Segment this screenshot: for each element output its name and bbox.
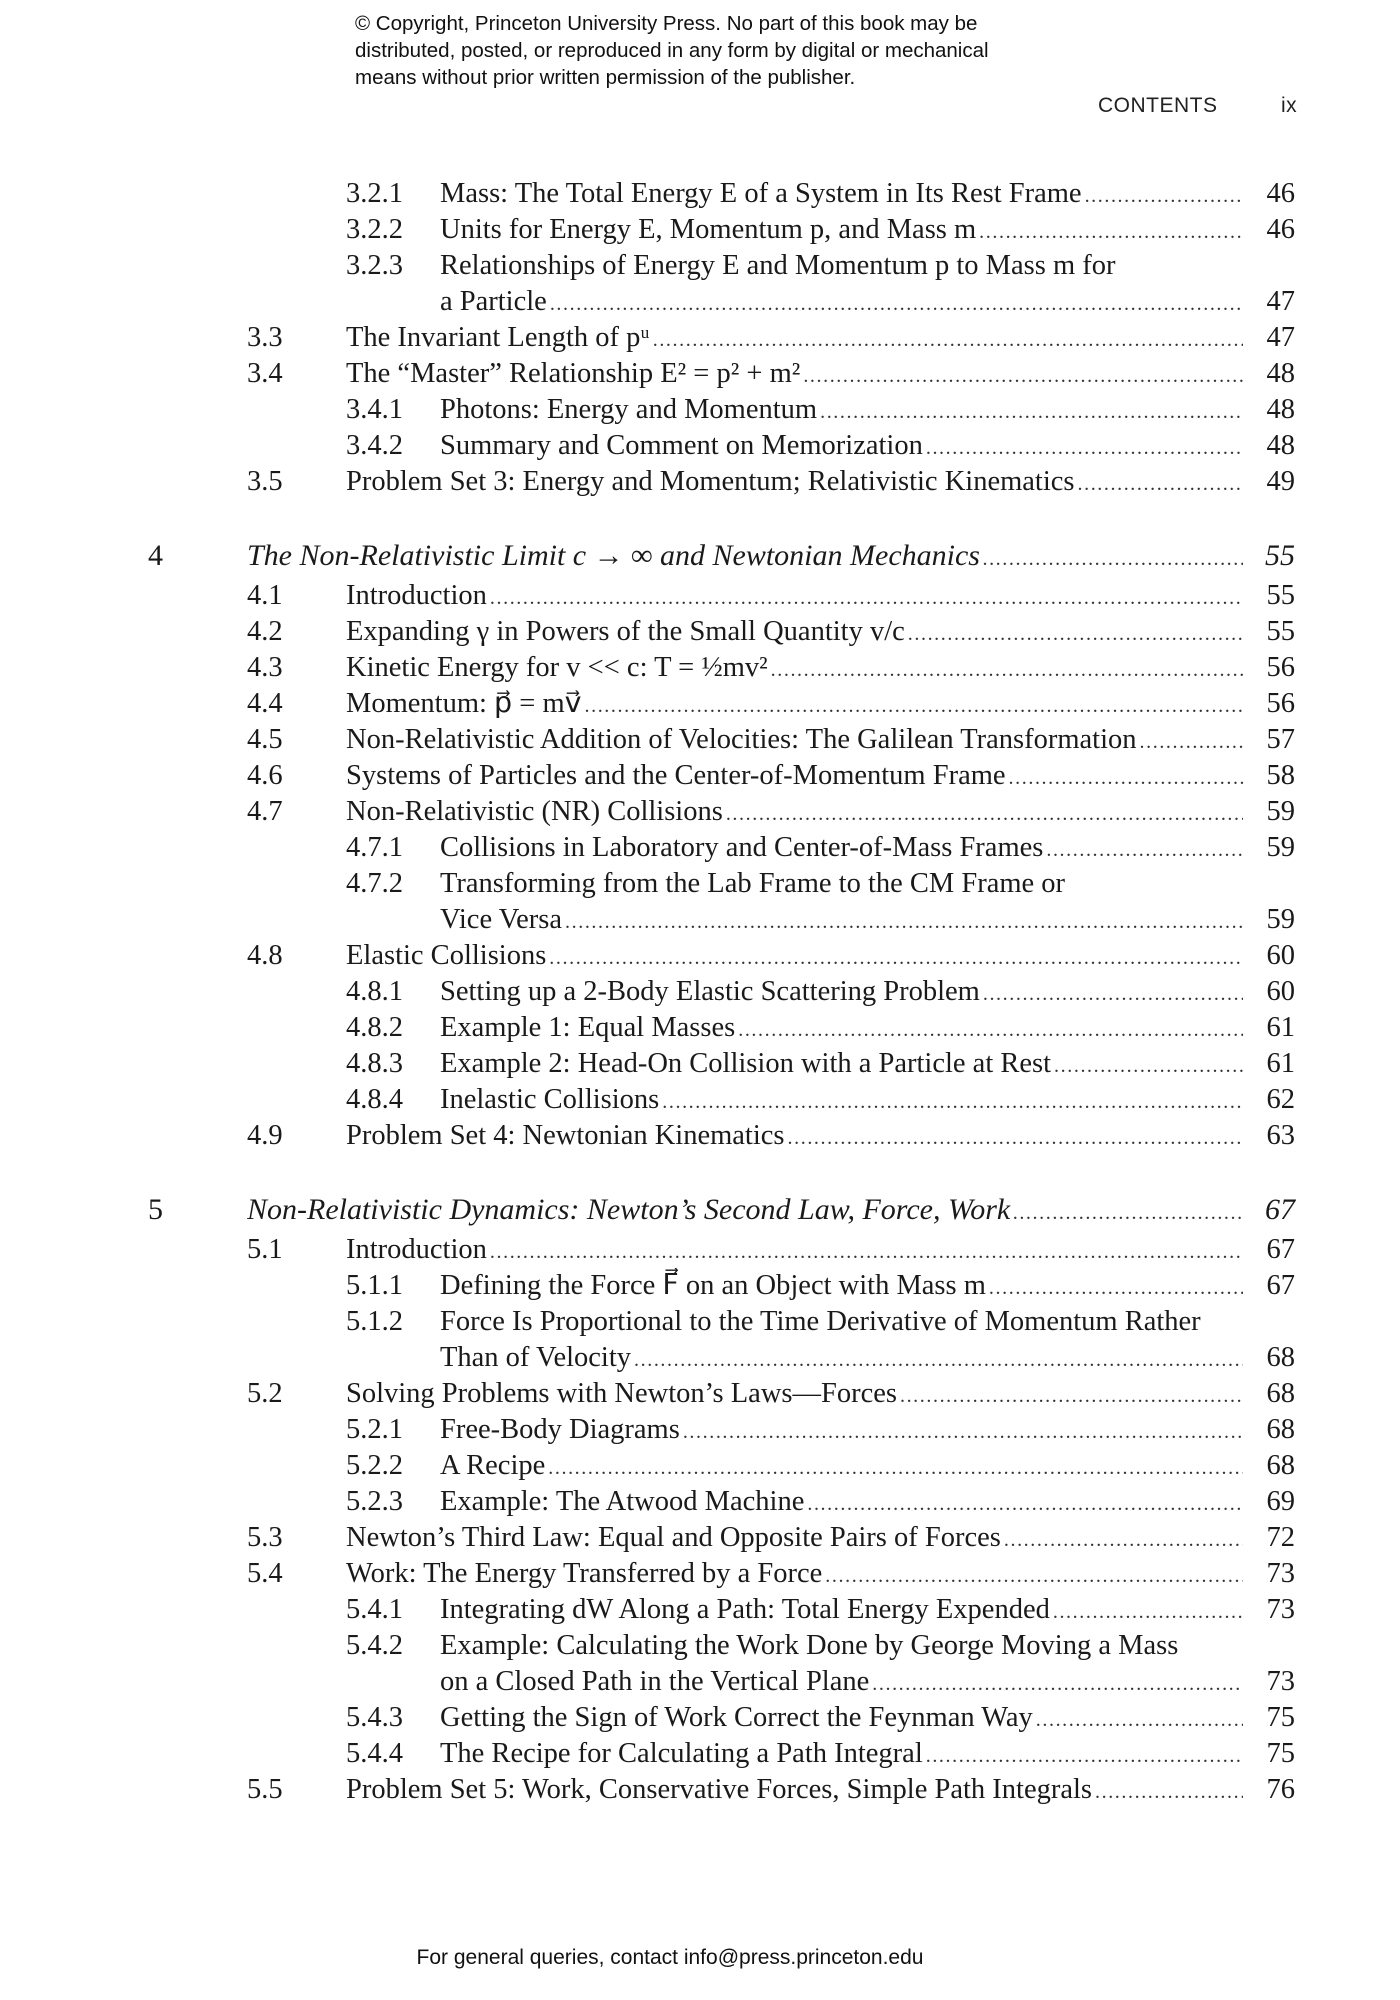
dot-leader bbox=[1013, 1191, 1243, 1235]
toc-page-number: 68 bbox=[1266, 1450, 1295, 1481]
toc-page-number: 63 bbox=[1266, 1120, 1295, 1151]
toc-title: Example: Calculating the Work Done by George Moving a Mass bbox=[440, 1630, 1179, 1661]
toc-number: 4.7.2 bbox=[346, 868, 403, 899]
toc-entry-row[interactable] bbox=[0, 176, 1400, 212]
toc-page-number: 67 bbox=[1266, 1234, 1295, 1265]
toc-entry bbox=[440, 1592, 1243, 1630]
copyright-line: distributed, posted, or reproduced in any form by digital or mechanical bbox=[355, 39, 989, 62]
toc-page-number: 48 bbox=[1266, 394, 1295, 425]
toc-title: Problem Set 5: Work, Conservative Forces, Simple Path Integrals bbox=[346, 1774, 1092, 1805]
toc-number: 3.2.3 bbox=[346, 250, 403, 281]
toc-number: 5.5 bbox=[247, 1774, 283, 1805]
toc-entry bbox=[440, 392, 1243, 430]
running-title: CONTENTS bbox=[1098, 94, 1218, 117]
toc-entry-row[interactable] bbox=[0, 1046, 1400, 1082]
toc-title: Newton’s Third Law: Equal and Opposite Pairs of Forces bbox=[346, 1522, 1001, 1553]
toc-title: Summary and Comment on Memorization bbox=[440, 430, 923, 461]
toc-entry bbox=[346, 1118, 1243, 1156]
toc-entry bbox=[346, 578, 1243, 616]
toc-title: Vice Versa bbox=[440, 904, 563, 935]
toc-entry-row[interactable] bbox=[0, 212, 1400, 248]
dot-leader bbox=[490, 580, 1243, 616]
toc-entry-row[interactable] bbox=[0, 1340, 1400, 1376]
toc-entry-row[interactable] bbox=[0, 794, 1400, 830]
toc-page-number: 76 bbox=[1266, 1774, 1295, 1805]
toc-title: Integrating dW Along a Path: Total Energy Expended bbox=[440, 1594, 1050, 1625]
toc-entry-row[interactable] bbox=[0, 1556, 1400, 1592]
dot-leader bbox=[1085, 178, 1243, 214]
toc-page-number: 48 bbox=[1266, 430, 1295, 461]
toc-page-number: 56 bbox=[1266, 652, 1295, 683]
toc-entry-row[interactable] bbox=[0, 1412, 1400, 1448]
toc-number: 4.8.2 bbox=[346, 1012, 403, 1043]
toc-number: 4.8 bbox=[247, 940, 283, 971]
toc-title: The “Master” Relationship E² = p² + m² bbox=[346, 358, 801, 389]
toc-title: The Recipe for Calculating a Path Integral bbox=[440, 1738, 923, 1769]
dot-leader bbox=[1004, 1522, 1243, 1558]
toc-title: A Recipe bbox=[440, 1450, 546, 1481]
toc-entry bbox=[440, 284, 1243, 322]
dot-leader bbox=[803, 358, 1243, 394]
toc-title: Relationships of Energy E and Momentum p to Mass m for bbox=[440, 250, 1116, 281]
toc-number: 4.6 bbox=[247, 760, 283, 791]
dot-leader bbox=[565, 904, 1243, 940]
footer-contact: For general queries, contact info@press.princeton.edu bbox=[416, 1946, 924, 1969]
toc-page-number: 49 bbox=[1266, 466, 1295, 497]
toc-entry bbox=[440, 1412, 1243, 1450]
toc-entry bbox=[346, 1232, 1243, 1270]
toc-entry-row[interactable] bbox=[0, 938, 1400, 974]
toc-title: Momentum: p⃗ = mv⃗ bbox=[346, 688, 582, 719]
dot-leader bbox=[585, 688, 1244, 724]
toc-title: Solving Problems with Newton’s Laws—Forces bbox=[346, 1378, 897, 1409]
toc-title: Than of Velocity bbox=[440, 1342, 632, 1373]
toc-entry bbox=[440, 1046, 1243, 1084]
toc-number: 5.1.1 bbox=[346, 1270, 403, 1301]
table-of-contents bbox=[0, 176, 1400, 1808]
toc-entry-row[interactable] bbox=[0, 974, 1400, 1010]
toc-title: The Non-Relativistic Limit c → ∞ and Newtonian Mechanics bbox=[247, 539, 980, 572]
toc-title: Collisions in Laboratory and Center-of-Mass Frames bbox=[440, 832, 1044, 863]
toc-title: Work: The Energy Transferred by a Force bbox=[346, 1558, 823, 1589]
toc-title: on a Closed Path in the Vertical Plane bbox=[440, 1666, 870, 1697]
toc-entry-row[interactable] bbox=[0, 578, 1400, 614]
dot-leader bbox=[1095, 1774, 1243, 1810]
dot-leader bbox=[683, 1414, 1243, 1450]
toc-page-number: 59 bbox=[1266, 904, 1295, 935]
toc-title: Kinetic Energy for v << c: T = ½mv² bbox=[346, 652, 768, 683]
toc-entry bbox=[346, 1772, 1243, 1810]
dot-leader bbox=[738, 1012, 1243, 1048]
toc-number: 5 bbox=[148, 1193, 163, 1226]
dot-leader bbox=[872, 1666, 1243, 1702]
toc-entry bbox=[440, 1484, 1243, 1522]
toc-page-number: 55 bbox=[1266, 616, 1295, 647]
toc-number: 5.1 bbox=[247, 1234, 283, 1265]
toc-number: 5.2.1 bbox=[346, 1414, 403, 1445]
toc-page-number: 73 bbox=[1266, 1594, 1295, 1625]
toc-page-number: 60 bbox=[1266, 976, 1295, 1007]
toc-page-number: 75 bbox=[1266, 1702, 1295, 1733]
dot-leader bbox=[1053, 1594, 1243, 1630]
toc-entry-row[interactable] bbox=[0, 686, 1400, 722]
toc-entry-row[interactable] bbox=[0, 1664, 1400, 1700]
toc-entry-row[interactable] bbox=[0, 650, 1400, 686]
dot-leader bbox=[900, 1378, 1243, 1414]
toc-entry-row[interactable] bbox=[0, 614, 1400, 650]
toc-title: Units for Energy E, Momentum p, and Mass m bbox=[440, 214, 977, 245]
toc-number: 4.5 bbox=[247, 724, 283, 755]
toc-entry bbox=[440, 1010, 1243, 1048]
toc-page-number: 61 bbox=[1266, 1048, 1295, 1079]
toc-number: 4.1 bbox=[247, 580, 283, 611]
toc-number: 4.7 bbox=[247, 796, 283, 827]
toc-number: 5.2.2 bbox=[346, 1450, 403, 1481]
toc-title: Force Is Proportional to the Time Derivative of Momentum Rather bbox=[440, 1306, 1201, 1337]
toc-title: Example 1: Equal Masses bbox=[440, 1012, 736, 1043]
toc-page-number: 46 bbox=[1266, 178, 1295, 209]
toc-number: 4.2 bbox=[247, 616, 283, 647]
toc-page-number: 47 bbox=[1266, 322, 1295, 353]
toc-page-number: 62 bbox=[1266, 1084, 1295, 1115]
toc-entry bbox=[440, 1082, 1243, 1120]
toc-number: 5.4.2 bbox=[346, 1630, 403, 1661]
toc-entry-row[interactable] bbox=[0, 356, 1400, 392]
dot-leader bbox=[1140, 724, 1243, 760]
dot-leader bbox=[634, 1342, 1243, 1378]
toc-entry-row[interactable] bbox=[0, 758, 1400, 794]
toc-entry bbox=[346, 356, 1243, 394]
toc-entry-row[interactable] bbox=[0, 1736, 1400, 1772]
dot-leader bbox=[550, 286, 1243, 322]
dot-leader bbox=[983, 537, 1243, 581]
toc-number: 4.9 bbox=[247, 1120, 283, 1151]
dot-leader bbox=[926, 1738, 1243, 1774]
toc-page-number: 58 bbox=[1266, 760, 1295, 791]
toc-entry-row[interactable] bbox=[0, 320, 1400, 356]
toc-page-number: 68 bbox=[1266, 1414, 1295, 1445]
toc-number: 4.4 bbox=[247, 688, 283, 719]
toc-entry-row[interactable] bbox=[0, 1592, 1400, 1628]
toc-entry-row[interactable] bbox=[0, 1520, 1400, 1556]
toc-entry-row[interactable] bbox=[0, 428, 1400, 464]
toc-entry-row[interactable] bbox=[0, 722, 1400, 758]
toc-entry bbox=[440, 1448, 1243, 1486]
toc-entry bbox=[346, 758, 1243, 796]
toc-entry bbox=[346, 614, 1243, 652]
toc-entry bbox=[440, 428, 1243, 466]
dot-leader bbox=[653, 322, 1243, 358]
toc-entry-row[interactable] bbox=[0, 902, 1400, 938]
dot-leader bbox=[908, 616, 1243, 652]
dot-leader bbox=[726, 796, 1243, 832]
toc-page-number: 69 bbox=[1266, 1486, 1295, 1517]
toc-number: 4.8.1 bbox=[346, 976, 403, 1007]
dot-leader bbox=[1009, 760, 1243, 796]
toc-number: 3.3 bbox=[247, 322, 283, 353]
toc-page-number: 72 bbox=[1266, 1522, 1295, 1553]
toc-number: 3.2.1 bbox=[346, 178, 403, 209]
toc-page-number: 57 bbox=[1266, 724, 1295, 755]
toc-page-number: 73 bbox=[1266, 1666, 1295, 1697]
toc-number: 3.4 bbox=[247, 358, 283, 389]
toc-entry bbox=[346, 938, 1243, 976]
toc-entry-row[interactable] bbox=[0, 464, 1400, 500]
toc-entry-row[interactable] bbox=[0, 1082, 1400, 1118]
toc-entry bbox=[440, 1736, 1243, 1774]
toc-entry-row[interactable] bbox=[0, 1010, 1400, 1046]
toc-title: Setting up a 2-Body Elastic Scattering Problem bbox=[440, 976, 980, 1007]
toc-title: Introduction bbox=[346, 1234, 487, 1265]
toc-entry bbox=[440, 1340, 1243, 1378]
dot-leader bbox=[771, 652, 1243, 688]
copyright-line: © Copyright, Princeton University Press. No part of this book may be bbox=[355, 12, 978, 35]
toc-entry bbox=[346, 650, 1243, 688]
dot-leader bbox=[548, 1450, 1243, 1486]
toc-entry-row[interactable] bbox=[0, 1268, 1400, 1304]
toc-entry bbox=[346, 1556, 1243, 1594]
toc-entry bbox=[440, 1268, 1243, 1306]
toc-number: 3.4.2 bbox=[346, 430, 403, 461]
toc-entry bbox=[346, 1520, 1243, 1558]
toc-entry bbox=[346, 464, 1243, 502]
toc-number: 5.2 bbox=[247, 1378, 283, 1409]
toc-page-number: 67 bbox=[1265, 1193, 1295, 1226]
toc-entry bbox=[440, 212, 1243, 250]
toc-entry bbox=[346, 320, 1243, 358]
toc-entry bbox=[247, 1188, 1243, 1235]
toc-number: 5.1.2 bbox=[346, 1306, 403, 1337]
toc-title: Expanding γ in Powers of the Small Quantity v/c bbox=[346, 616, 905, 647]
page-number: ix bbox=[1281, 94, 1298, 117]
toc-entry-row[interactable] bbox=[0, 1376, 1400, 1412]
toc-number: 5.4.1 bbox=[346, 1594, 403, 1625]
toc-page-number: 48 bbox=[1266, 358, 1295, 389]
toc-chapter-row[interactable] bbox=[0, 534, 1400, 578]
toc-entry-row[interactable] bbox=[0, 1118, 1400, 1154]
dot-leader bbox=[549, 940, 1243, 976]
toc-page-number: 60 bbox=[1266, 940, 1295, 971]
toc-title: Mass: The Total Energy E of a System in Its Rest Frame bbox=[440, 178, 1082, 209]
dot-leader bbox=[490, 1234, 1243, 1270]
toc-entry bbox=[440, 974, 1243, 1012]
toc-entry bbox=[440, 830, 1243, 868]
toc-page-number: 46 bbox=[1266, 214, 1295, 245]
toc-entry-row[interactable] bbox=[0, 248, 1400, 284]
toc-page-number: 61 bbox=[1266, 1012, 1295, 1043]
toc-entry-row[interactable] bbox=[0, 1448, 1400, 1484]
toc-page-number: 67 bbox=[1266, 1270, 1295, 1301]
toc-number: 5.4 bbox=[247, 1558, 283, 1589]
toc-entry-row[interactable] bbox=[0, 1304, 1400, 1340]
footer bbox=[0, 1946, 1400, 1970]
toc-page-number: 55 bbox=[1266, 580, 1295, 611]
toc-entry bbox=[440, 1700, 1243, 1738]
dot-leader bbox=[825, 1558, 1243, 1594]
toc-title: Photons: Energy and Momentum bbox=[440, 394, 818, 425]
toc-title: Problem Set 4: Newtonian Kinematics bbox=[346, 1120, 785, 1151]
dot-leader bbox=[788, 1120, 1243, 1156]
toc-entry bbox=[346, 1376, 1243, 1414]
toc-number: 4 bbox=[148, 539, 163, 572]
toc-page-number: 59 bbox=[1266, 796, 1295, 827]
dot-leader bbox=[983, 976, 1243, 1012]
toc-title: a Particle bbox=[440, 286, 547, 317]
toc-number: 4.8.3 bbox=[346, 1048, 403, 1079]
dot-leader bbox=[662, 1084, 1243, 1120]
dot-leader bbox=[820, 394, 1243, 430]
toc-entry bbox=[247, 534, 1243, 581]
toc-title: Elastic Collisions bbox=[346, 940, 547, 971]
toc-page-number: 59 bbox=[1266, 832, 1295, 863]
toc-entry-row[interactable] bbox=[0, 866, 1400, 902]
toc-title: Systems of Particles and the Center-of-Momentum Frame bbox=[346, 760, 1006, 791]
toc-title: Transforming from the Lab Frame to the CM Frame or bbox=[440, 868, 1066, 899]
toc-entry bbox=[440, 1664, 1243, 1702]
toc-page-number: 47 bbox=[1266, 286, 1295, 317]
copyright-line: means without prior written permission of the publisher. bbox=[355, 66, 856, 89]
copyright-notice bbox=[355, 10, 1115, 91]
toc-entry-row[interactable] bbox=[0, 1232, 1400, 1268]
toc-title: Inelastic Collisions bbox=[440, 1084, 660, 1115]
toc-number: 5.2.3 bbox=[346, 1486, 403, 1517]
dot-leader bbox=[989, 1270, 1243, 1306]
toc-entry bbox=[346, 794, 1243, 832]
dot-leader bbox=[1078, 466, 1244, 502]
toc-page-number: 68 bbox=[1266, 1342, 1295, 1373]
dot-leader bbox=[1046, 832, 1243, 868]
toc-title: Non-Relativistic (NR) Collisions bbox=[346, 796, 723, 827]
toc-entry-row[interactable] bbox=[0, 392, 1400, 428]
toc-chapter-row[interactable] bbox=[0, 1188, 1400, 1232]
toc-title: Example: The Atwood Machine bbox=[440, 1486, 805, 1517]
toc-number: 3.2.2 bbox=[346, 214, 403, 245]
dot-leader bbox=[1054, 1048, 1243, 1084]
toc-number: 3.4.1 bbox=[346, 394, 403, 425]
toc-title: Example 2: Head-On Collision with a Particle at Rest bbox=[440, 1048, 1052, 1079]
dot-leader bbox=[979, 214, 1243, 250]
toc-title: Free-Body Diagrams bbox=[440, 1414, 680, 1445]
dot-leader bbox=[926, 430, 1243, 466]
toc-entry bbox=[440, 176, 1243, 214]
toc-title: Defining the Force F⃗ on an Object with Mass m bbox=[440, 1270, 986, 1301]
toc-number: 4.7.1 bbox=[346, 832, 403, 863]
toc-entry bbox=[440, 902, 1243, 940]
toc-page-number: 68 bbox=[1266, 1378, 1295, 1409]
dot-leader bbox=[807, 1486, 1243, 1522]
toc-title: Non-Relativistic Dynamics: Newton’s Second Law, Force, Work bbox=[247, 1193, 1011, 1226]
toc-page-number: 55 bbox=[1265, 539, 1295, 572]
toc-entry-row[interactable] bbox=[0, 1628, 1400, 1664]
toc-title: The Invariant Length of pᵘ bbox=[346, 322, 650, 353]
toc-number: 5.4.3 bbox=[346, 1702, 403, 1733]
toc-entry-row[interactable] bbox=[0, 284, 1400, 320]
toc-entry-row[interactable] bbox=[0, 1772, 1400, 1808]
toc-title: Getting the Sign of Work Correct the Feynman Way bbox=[440, 1702, 1033, 1733]
toc-page-number: 56 bbox=[1266, 688, 1295, 719]
toc-number: 5.3 bbox=[247, 1522, 283, 1553]
toc-entry-row[interactable] bbox=[0, 1484, 1400, 1520]
toc-title: Problem Set 3: Energy and Momentum; Relativistic Kinematics bbox=[346, 466, 1075, 497]
toc-number: 5.4.4 bbox=[346, 1738, 403, 1769]
toc-title: Introduction bbox=[346, 580, 487, 611]
toc-number: 3.5 bbox=[247, 466, 283, 497]
toc-entry bbox=[346, 686, 1243, 724]
toc-entry bbox=[346, 722, 1243, 760]
toc-number: 4.8.4 bbox=[346, 1084, 403, 1115]
toc-number: 4.3 bbox=[247, 652, 283, 683]
toc-entry-row[interactable] bbox=[0, 830, 1400, 866]
toc-page-number: 75 bbox=[1266, 1738, 1295, 1769]
toc-title: Non-Relativistic Addition of Velocities: The Galilean Transformation bbox=[346, 724, 1137, 755]
dot-leader bbox=[1036, 1702, 1243, 1738]
toc-entry-row[interactable] bbox=[0, 1700, 1400, 1736]
toc-page-number: 73 bbox=[1266, 1558, 1295, 1589]
